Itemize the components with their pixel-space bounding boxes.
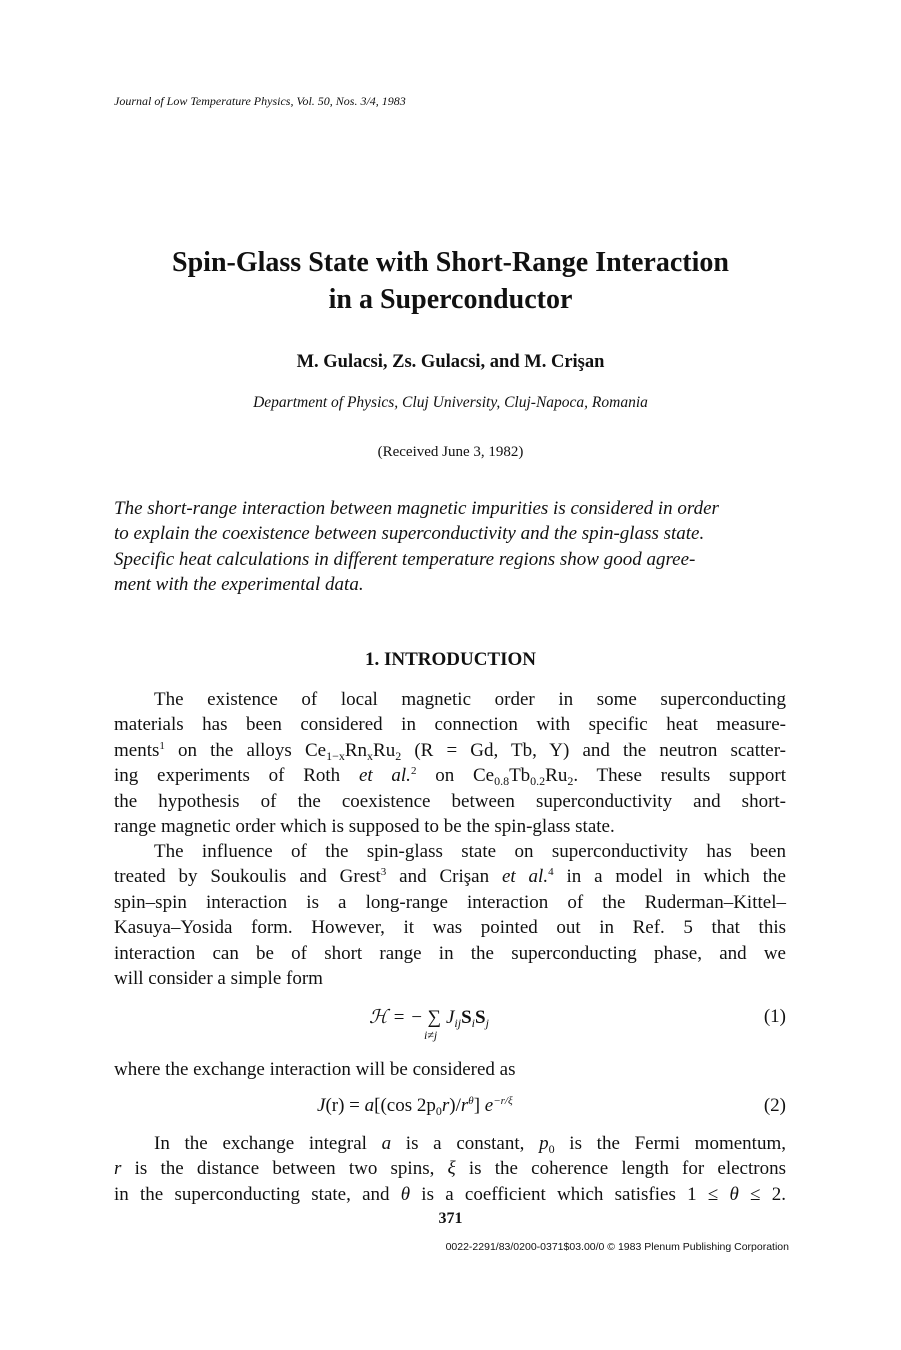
text-line: The influence of the spin-glass state on superconductivity has been <box>154 841 786 862</box>
title-line-2: in a Superconductor <box>328 284 573 315</box>
copyright-line: 0022-2291/83/0200-0371$03.00/0 © 1983 Plenum Publishing Corporation <box>445 1241 789 1253</box>
text-line: will consider a simple form <box>114 967 323 989</box>
text-line: ments$^1$ on the alloys $Ce_{1-x}Rn_xRu_2$ (R = Gd, Tb, Y) and the neutron scatter- <box>114 739 786 763</box>
text-line: range magnetic order which is supposed to be the spin-glass state. <box>114 815 615 837</box>
author-list: M. Gulacsi, Zs. Gulacsi, and M. Crişan <box>296 352 605 372</box>
paragraph-2 <box>114 839 786 991</box>
text-line: ing experiments of Roth et al.$^2$ on $Ce_{0.8}Tb_{0.2}Ru_2$. These results support <box>114 765 786 789</box>
equation-number-2: (2) <box>763 1095 786 1116</box>
equation-2 <box>114 1095 786 1121</box>
affiliation: Department of Physics, Cluj University, Cluj-Napoca, Romania <box>253 394 648 411</box>
text-line: spin–spin interaction is a long-range interaction of the Ruderman–Kittel– <box>114 891 786 913</box>
paragraph-1 <box>114 687 786 839</box>
page-number: 371 <box>438 1210 463 1227</box>
abstract-line: The short-range interaction between magnetic impurities is considered in order <box>114 498 719 519</box>
text-line: the hypothesis of the coexistence between superconductivity and short- <box>114 790 786 812</box>
title-line-1: Spin-Glass State with Short-Range Interaction <box>172 247 729 278</box>
citation-2: 2 <box>410 765 417 778</box>
paragraph-eq-lead <box>114 1057 786 1082</box>
abstract-line: to explain the coexistence between superconductivity and the spin-glass state. <box>114 523 705 545</box>
abstract-line: Specific heat calculations in different temperature regions show good agree- <box>114 548 696 570</box>
equation-number-1: (1) <box>763 1006 786 1027</box>
text-line: The existence of local magnetic order in some superconducting <box>154 689 786 710</box>
text-line: r is the distance between two spins, ξ is the coherence length for electrons <box>114 1158 786 1180</box>
paragraph-3 <box>114 1131 786 1207</box>
equation-1-expression: ℋ = − ∑ $J_{ij}S_iS_j$ <box>369 1007 489 1030</box>
citation-1: 1 <box>159 739 165 752</box>
text-line: where the exchange interaction will be considered as <box>114 1059 516 1080</box>
text-line: interaction can be of short range in the superconducting phase, and we <box>114 942 786 964</box>
text-line: treated by Soukoulis and Grest$^3$ and Crişan et al.$^4$ in a model in which the <box>114 866 786 888</box>
text-line: in the superconducting state, and θ is a coefficient which satisfies 1 ≤ θ ≤ 2. <box>114 1183 786 1205</box>
article-title <box>0 244 901 318</box>
text-line: In the exchange integral a is a constant, $p_0$ is the Fermi momentum, <box>154 1133 786 1156</box>
equation-1 <box>114 1006 786 1046</box>
abstract-line: ment with the experimental data. <box>114 574 364 596</box>
citation-3: 3 <box>380 866 387 879</box>
equation-2-expression: J(r) = a[(cos $2p_0r)/r^\theta$] $e^{-r/\xi}$ <box>317 1095 513 1118</box>
section-heading: 1. INTRODUCTION <box>364 649 537 670</box>
text-line: materials has been considered in connection with specific heat measure- <box>114 714 786 736</box>
received-date: (Received June 3, 1982) <box>377 444 524 460</box>
running-head: Journal of Low Temperature Physics, Vol. 50, Nos. 3/4, 1983 <box>114 94 406 108</box>
citation-4: 4 <box>548 866 554 879</box>
abstract <box>114 496 786 598</box>
summation-limits: i≠j <box>424 1028 438 1042</box>
text-line: Kasuya–Yosida form. However, it was pointed out in Ref. 5 that this <box>114 917 786 939</box>
